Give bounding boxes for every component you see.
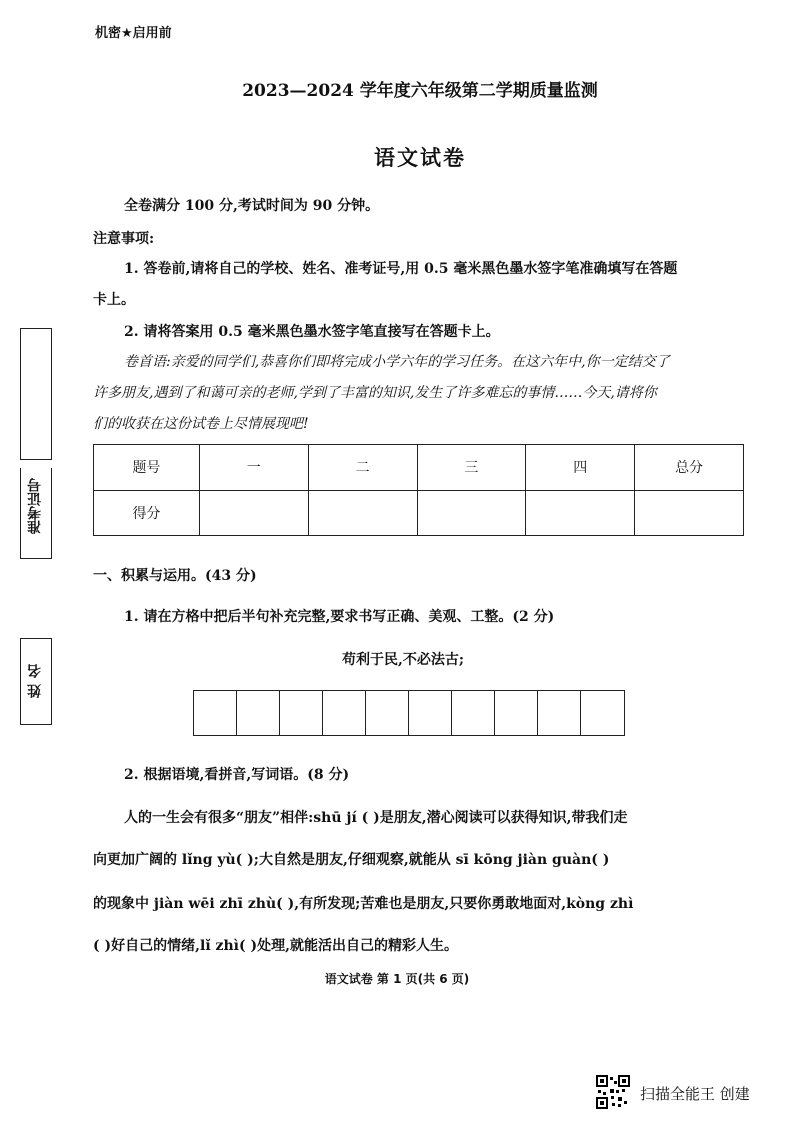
preface-line-3: 们的收获在这份试卷上尽情展现吧! bbox=[93, 416, 309, 432]
grid-cell[interactable] bbox=[237, 691, 280, 735]
header-part-4: 四 bbox=[526, 445, 635, 491]
confidential-mark: 机密★启用前 bbox=[95, 26, 172, 41]
score-cell-4[interactable] bbox=[526, 490, 635, 536]
notice-2: 2. 请将答案用 0.5 毫米黑色墨水签字笔直接写在答题卡上。 bbox=[124, 324, 500, 340]
question-2-line-3: 的现象中 jiàn wēi zhī zhù( ),有所发现;苦难也是朋友,只要你勇敢地面对,kòng zhì bbox=[93, 896, 634, 912]
score-cell-1[interactable] bbox=[199, 490, 308, 536]
question-2: 2. 根据语境,看拼音,写词语。(8 分) bbox=[124, 767, 350, 783]
binding-strip bbox=[20, 328, 50, 728]
name-label: 姓名 bbox=[27, 658, 43, 698]
exam-total-info: 全卷满分 100 分,考试时间为 90 分钟。 bbox=[124, 198, 380, 214]
grid-cell[interactable] bbox=[495, 691, 538, 735]
grid-cell[interactable] bbox=[409, 691, 452, 735]
exam-number-label: 准考证号 bbox=[27, 478, 43, 534]
header-question-no: 题号 bbox=[94, 445, 200, 491]
preface-line-1: 卷首语:亲爱的同学们,恭喜你们即将完成小学六年的学习任务。在这六年中,你一定结交了 bbox=[124, 354, 670, 370]
scanner-watermark: 扫描全能王 创建 bbox=[640, 1085, 750, 1103]
question-1-prompt: 苟利于民,不必法古; bbox=[342, 652, 465, 668]
header-part-3: 三 bbox=[417, 445, 526, 491]
qr-code-icon bbox=[596, 1075, 630, 1109]
score-cell-3[interactable] bbox=[417, 490, 526, 536]
writing-grid bbox=[193, 690, 625, 736]
header-part-2: 二 bbox=[308, 445, 417, 491]
score-row-label: 得分 bbox=[94, 490, 200, 536]
score-cell-total[interactable] bbox=[635, 490, 744, 536]
grid-cell[interactable] bbox=[366, 691, 409, 735]
grid-cell[interactable] bbox=[538, 691, 581, 735]
page-footer: 语文试卷 第 1 页(共 6 页) bbox=[324, 972, 470, 986]
question-2-line-2: 向更加广阔的 lǐng yù( );大自然是朋友,仔细观察,就能从 sī kōng jiàn guàn( ) bbox=[93, 852, 610, 868]
notice-1-line-2: 卡上。 bbox=[93, 292, 135, 308]
binding-box-top bbox=[20, 328, 52, 460]
grid-cell[interactable] bbox=[581, 691, 624, 735]
preface-line-2: 许多朋友,遇到了和蔼可亲的老师,学到了丰富的知识,发生了许多难忘的事情……今天,请将你 bbox=[93, 385, 657, 401]
score-table bbox=[93, 444, 744, 536]
section-1-heading: 一、积累与运用。(43 分) bbox=[93, 568, 257, 584]
exam-title: 2023—2024 学年度六年级第二学期质量监测 bbox=[242, 81, 598, 101]
grid-cell[interactable] bbox=[280, 691, 323, 735]
notice-1-line-1: 1. 答卷前,请将自己的学校、姓名、准考证号,用 0.5 毫米黑色墨水签字笔准确填写在答题 bbox=[124, 261, 678, 277]
subject-title: 语文试卷 bbox=[374, 145, 466, 170]
header-part-1: 一 bbox=[199, 445, 308, 491]
grid-cell[interactable] bbox=[194, 691, 237, 735]
notice-heading: 注意事项: bbox=[93, 231, 155, 247]
grid-cell[interactable] bbox=[323, 691, 366, 735]
question-2-line-1: 人的一生会有很多“朋友”相伴:shū jí ( )是朋友,潜心阅读可以获得知识,带我们走 bbox=[124, 810, 628, 826]
grid-cell[interactable] bbox=[452, 691, 495, 735]
question-2-line-4: ( )好自己的情绪,lǐ zhì( )处理,就能活出自己的精彩人生。 bbox=[93, 938, 458, 954]
header-total: 总分 bbox=[635, 445, 744, 491]
score-table-score-row bbox=[94, 490, 744, 536]
question-1: 1. 请在方格中把后半句补充完整,要求书写正确、美观、工整。(2 分) bbox=[124, 609, 555, 625]
score-cell-2[interactable] bbox=[308, 490, 417, 536]
score-table-header-row bbox=[94, 445, 744, 491]
